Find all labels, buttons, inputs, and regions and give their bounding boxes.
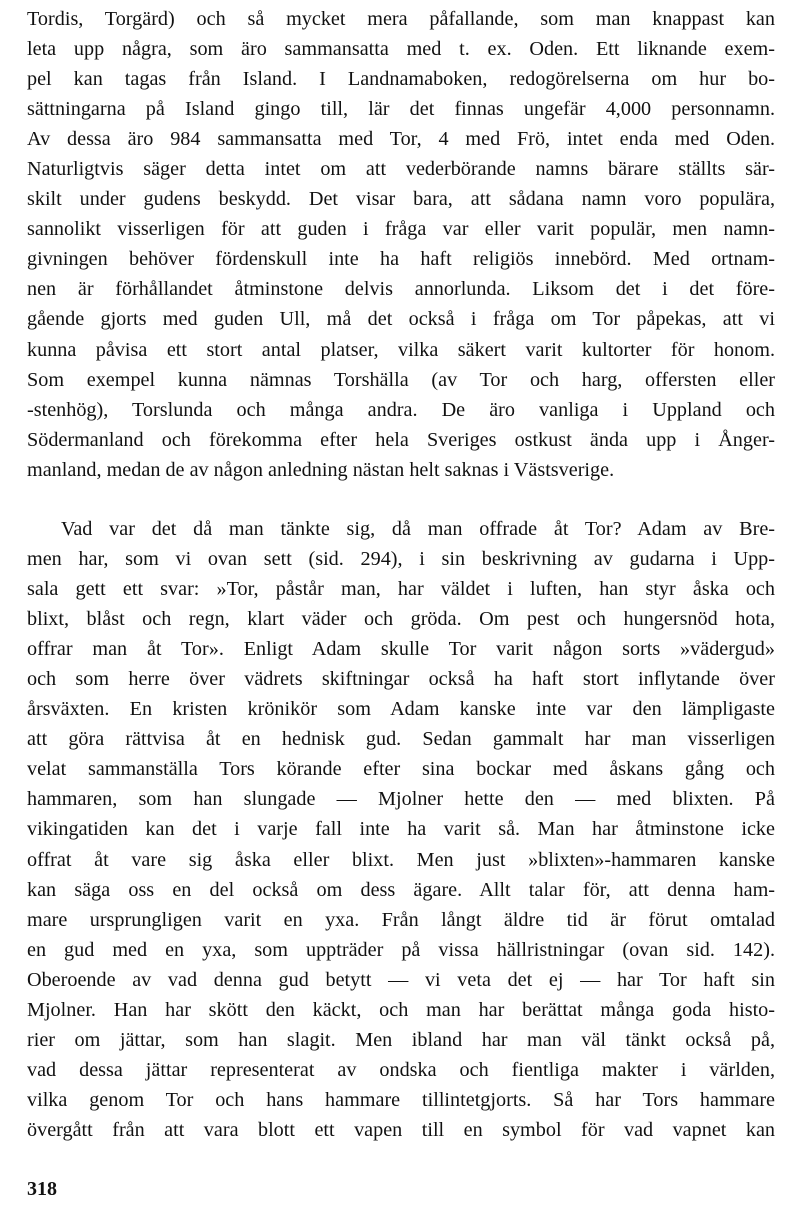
paragraph-2 [27,514,775,1145]
text-line: att göra rättvisa åt en hednisk gud. Sedan gammalt har man visserligen [27,728,775,751]
text-line: Södermanland och förekomma efter hela Sveriges ostkust ända upp i Ånger- [27,428,775,451]
text-line: rier om jättar, som han slagit. Men ibland har man väl tänkt också på, [27,1028,775,1051]
text-line: offrat åt vare sig åska eller blixt. Men just »blixten»-hammaren kanske [27,848,775,871]
text-line: skilt under gudens beskydd. Det visar bara, att sådana namn voro populära, [27,188,775,211]
text-line: kunna påvisa ett stort antal platser, vilka säkert varit kultorter för honom. [27,338,775,361]
text-line: manland, medan de av någon anledning nästan helt saknas i Västsverige. [27,458,615,481]
text-line: Mjolner. Han har skött den käckt, och man har berättat många goda histo- [27,998,775,1021]
text-line: Vad var det då man tänkte sig, då man offrade åt Tor? Adam av Bre- [61,518,775,540]
text-line: givningen behöver fördenskull inte ha haft religiös innebörd. Med ortnam- [27,248,775,271]
text-line: Naturligtvis säger detta intet om att vederbörande namns bärare ställts sär- [27,158,775,181]
text-line: men har, som vi ovan sett (sid. 294), i sin beskrivning av gudarna i Upp- [27,548,775,571]
text-line: Av dessa äro 984 sammansatta med Tor, 4 med Frö, intet enda med Oden. [27,128,775,151]
text-line: hammaren, som han slungade — Mjolner hette den — med blixten. På [27,788,775,811]
text-line: vad dessa jättar representerat av ondska och fientliga makter i världen, [27,1058,775,1081]
text-line: Tordis, Torgärd) och så mycket mera påfallande, som man knappast kan [27,8,775,30]
text-line: mare ursprungligen varit en yxa. Från långt äldre tid är förut omtalad [27,908,775,931]
text-line: sala gett ett svar: »Tor, påstår man, har väldet i luften, han styr åska och [27,578,775,601]
text-line: sannolikt visserligen för att guden i fråga var eller varit populär, men namn- [27,218,775,241]
text-line: gående gjorts med guden Ull, må det också i fråga om Tor påpekas, att vi [27,308,775,331]
text-line: blixt, blåst och regn, klart väder och gröda. Om pest och hungersnöd hota, [27,608,775,631]
text-line: nen är förhållandet åtminstone delvis annorlunda. Liksom det i det före- [27,278,775,301]
text-line: en gud med en yxa, som uppträder på vissa hällristningar (ovan sid. 142). [27,938,775,961]
text-line: offrar man åt Tor». Enligt Adam skulle Tor varit någon sorts »vädergud» [27,638,775,661]
text-line: årsväxten. En kristen krönikör som Adam kanske inte var den lämpligaste [27,698,775,721]
text-line: och som herre över vädrets skiftningar också ha haft stort inflytande över [27,668,775,691]
text-line: leta upp några, som äro sammansatta med t. ex. Oden. Ett liknande exem- [27,38,775,61]
text-line: Oberoende av vad denna gud betytt — vi veta det ej — har Tor haft sin [27,968,775,991]
text-line: Som exempel kunna nämnas Torshälla (av Tor och harg, offersten eller [27,368,775,391]
page-number: 318 [27,1178,57,1200]
text-line: kan säga oss en del också om dess ägare. Allt talar för, att denna ham- [27,878,775,901]
text-line: vilka genom Tor och hans hammare tillintetgjorts. Så har Tors hammare [27,1088,775,1111]
text-line: -stenhög), Torslunda och många andra. De äro vanliga i Uppland och [27,398,775,421]
text-line: sättningarna på Island gingo till, lär det finnas ungefär 4,000 personnamn. [27,98,775,121]
text-line: övergått från att vara blott ett vapen till en symbol för vad vapnet kan [27,1118,775,1141]
paragraph-1 [27,4,775,485]
text-line: velat sammanställa Tors körande efter sina bockar med åskans gång och [27,758,775,781]
text-line: pel kan tagas från Island. I Landnamaboken, redogörelserna om hur bo- [27,68,775,91]
text-line: vikingatiden kan det i varje fall inte ha varit så. Man har åtminstone icke [27,818,775,841]
